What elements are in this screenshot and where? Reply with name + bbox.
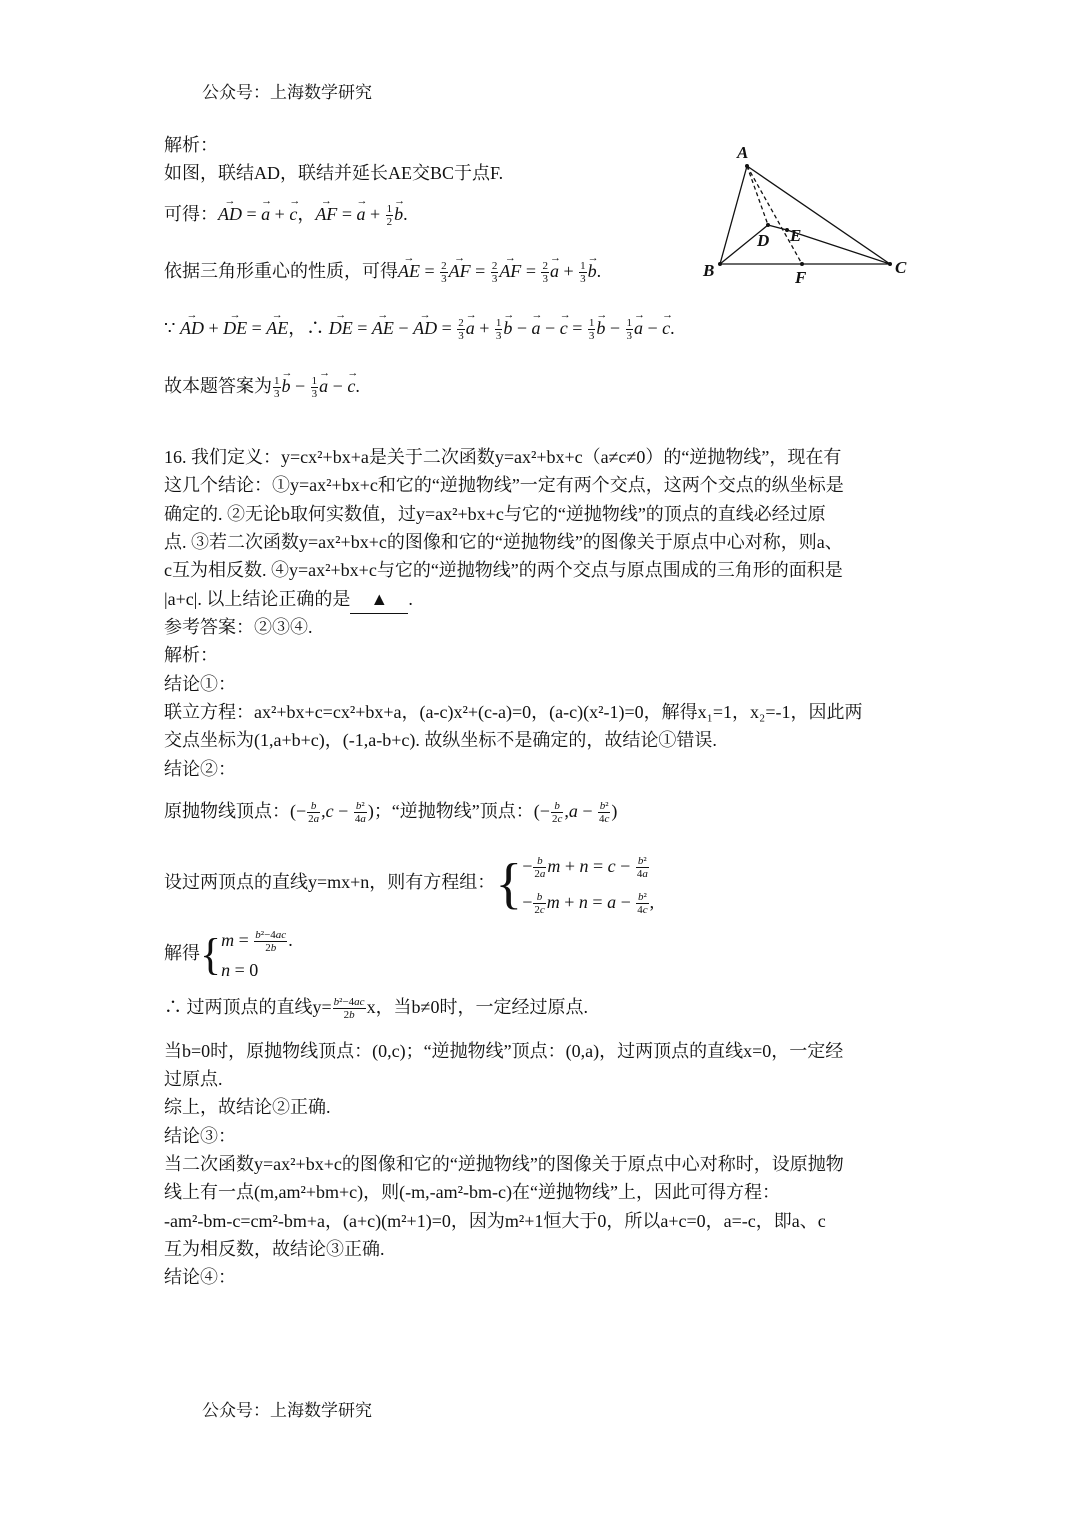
segment-ab	[720, 166, 747, 264]
conclusion-3-line-1: 当二次函数y=ax²+bx+c的图像和它的“逆抛物线”的图像关于原点中心对称时，设原抛物	[164, 1154, 844, 1174]
triangle-figure	[690, 140, 920, 290]
conclusion-2-line: ∴ 过两顶点的直线y= $\frac{\text{b²−4ac}}{2b}$ x，当b≠0时，一定经过原点.	[164, 996, 588, 1022]
label-d: D	[757, 231, 770, 250]
segment-ec	[787, 230, 890, 264]
label-c: C	[895, 258, 907, 277]
conclusion-4-heading: 结论④：	[164, 1267, 236, 1287]
q16-line-2: 这几个结论：①y=ax²+bx+c和它的“逆抛物线”一定有两个交点，这两个交点的纵坐标是	[164, 475, 844, 495]
q16-line-3: 确定的. ②无论b取何实数值，过y=ax²+bx+c与它的“逆抛物线”的顶点的直线必经过原	[164, 504, 826, 524]
q16-line-4: 点. ③若二次函数y=ax²+bx+c的图像和它的“逆抛物线”的图像关于原点中心对称，则a、	[164, 532, 843, 552]
q16-line-1: 16. 我们定义：y=cx²+bx+a是关于二次函数y=ax²+bx+c（a≠c≠0）的“逆抛物线”，现在有	[164, 447, 842, 467]
conclusion-2-b0-line-1: 当b=0时，原抛物线顶点：(0,c)；“逆抛物线”顶点：(0,a)，过两顶点的直线x=0，一定经	[164, 1041, 844, 1061]
conclusion-2-b0-line-2: 过原点.	[164, 1069, 223, 1089]
page-header: 公众号：上海数学研究	[202, 83, 372, 103]
conclusion-3-line-4: 互为相反数，故结论③正确.	[164, 1239, 385, 1259]
q15-analysis-heading: 解析：	[164, 135, 218, 155]
q15-line-2: 可得：→ AD = → a + → c，→ AF = → a + $\frac{1}{2}$ → b.	[164, 200, 408, 228]
q15-line-3: 依据三角形重心的性质，可得→ AE = $\frac{2}{3}$ → AF = $\frac{2}{3}$ → AF = $\frac{2}{3}$ → a + $\frac{1}{3}$ → b.	[164, 257, 601, 285]
segment-af	[747, 166, 802, 264]
label-f: F	[795, 268, 807, 287]
conclusion-2-system: 设过两顶点的直线y=mx+n，则有方程组：{ − $\frac{b}{2a}$ m + n = c − $\frac{\text{b²}}{4a}$ − $\frac{b}{2c}$ m + n = a − $\frac{\text{b²}}{4c}$ ,	[164, 852, 655, 917]
label-e: E	[790, 226, 802, 245]
conclusion-1-line-1: 联立方程：ax²+bx+c=cx²+bx+a，(a-c)x²+(c-a)=0，(a-c)(x²-1)=0，解得x₁=1，x₂=-1，因此两	[164, 702, 863, 722]
segment-ad	[747, 166, 768, 225]
label-b: B	[703, 261, 715, 280]
conclusion-1-heading: 结论①：	[164, 674, 236, 694]
q16-line-5: c互为相反数. ④y=ax²+bx+c与它的“逆抛物线”的两个交点与原点围成的三角形的面积是	[164, 560, 843, 580]
answer-blank: ▲	[350, 585, 408, 614]
q15-line-1: 如图，联结AD，联结并延长AE交BC于点F.	[164, 163, 504, 183]
q16-line-6: |a+c|. 以上结论正确的是 ▲ .	[164, 585, 413, 614]
conclusion-2-result: 综上，故结论②正确.	[164, 1097, 331, 1117]
conclusion-3-line-3: -am²-bm-c=cm²-bm+a，(a+c)(m²+1)=0，因为m²+1恒大于0，所以a+c=0，a=-c，即a、c	[164, 1211, 826, 1231]
label-a: A	[737, 143, 749, 162]
conclusion-2-vertices: 原抛物线顶点：(− $\frac{b}{2a}$ ,c − $\frac{\text{b²}}{4a}$ )；“逆抛物线”顶点：(− $\frac{b}{2c}$ ,a − $\frac{\text{b²}}{4c}$ )	[164, 800, 618, 826]
conclusion-2-solution: 解得{ m = $\frac{\text{b²−4ac}}{2b}$ . n = 0	[164, 929, 293, 980]
q16-reference-answer: 参考答案：②③④.	[164, 617, 313, 637]
page-footer: 公众号：上海数学研究	[202, 1401, 372, 1421]
segment-de	[768, 225, 787, 230]
conclusion-2-heading: 结论②：	[164, 759, 236, 779]
q16-analysis-heading: 解析：	[164, 645, 218, 665]
conclusion-3-heading: 结论③：	[164, 1126, 236, 1146]
conclusion-3-line-2: 线上有一点(m,am²+bm+c)，则(-m,-am²-bm-c)在“逆抛物线”上，因此可得方程：	[164, 1182, 780, 1202]
q15-answer: 故本题答案为 $\frac{1}{3}$ → b − $\frac{1}{3}$ → a − → c.	[164, 372, 360, 400]
conclusion-1-line-2: 交点坐标为(1,a+b+c)，(-1,a-b+c). 故纵坐标不是确定的，故结论①错误.	[164, 730, 717, 750]
q15-line-4: ∵ → AD + → DE = → AE，∴ → DE = → AE − → AD = $\frac{2}{3}$ → a + $\frac{1}{3}$ → b − → a − → c = $\frac{1}{3}$ → b − $\frac{1}{3}$ → a − → c.	[164, 314, 675, 342]
